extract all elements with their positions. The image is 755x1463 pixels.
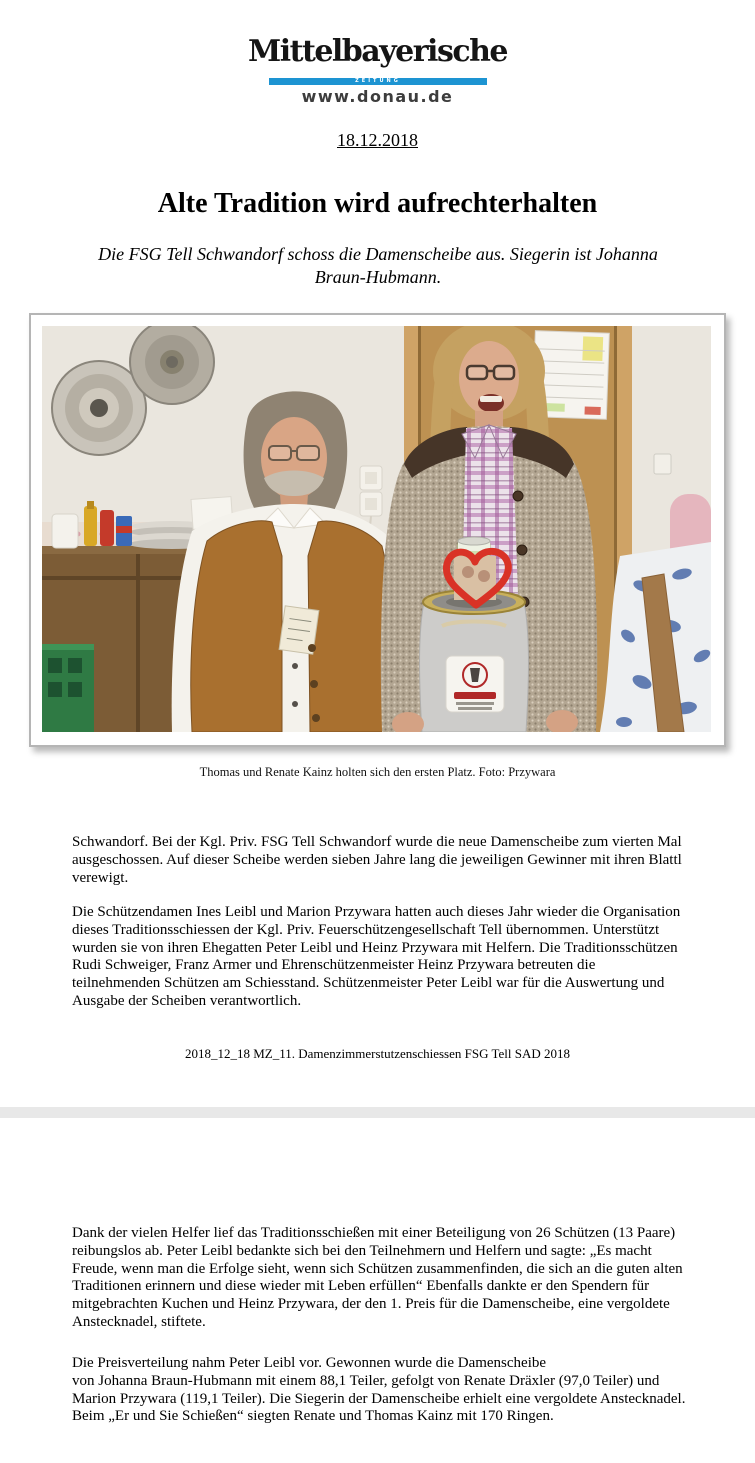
section-divider (0, 1107, 755, 1118)
article-title: Alte Tradition wird aufrechterhalten (157, 188, 598, 219)
paragraph-4-line1: Die Preisverteilung nahm Peter Leibl vor. Gewonnen wurde die Damenscheibe (72, 1355, 547, 1371)
paragraph-1: Schwandorf. Bei der Kgl. Priv. FSG Tell Schwandorf wurde die neue Damenscheibe zum vierten Mal ausgeschossen. Auf dieser Scheibe werden sieben Jahre lang die jeweiligen Gewinner mit ihren Blattl verewigt. (72, 834, 682, 886)
beer-keg (420, 590, 529, 732)
article-photo (29, 313, 726, 747)
paragraph-4 (72, 1355, 686, 1426)
photo-caption: Thomas und Renate Kainz holten sich den ersten Platz. Foto: Przywara (199, 765, 556, 779)
wall-socket (654, 454, 671, 474)
photo-illustration (42, 326, 711, 732)
newspaper-logo: Mittelbayerische (248, 34, 507, 69)
file-reference-line: 2018_12_18 MZ_11. Damenzimmerstutzenschiessen FSG Tell SAD 2018 (184, 1046, 571, 1061)
article-subtitle: Die FSG Tell Schwandorf schoss die Damenscheibe aus. Siegerin ist Johanna Braun-Hubmann. (98, 244, 658, 287)
logo-underline-bar (269, 78, 487, 85)
paragraph-4-rest: von Johanna Braun-Hubmann mit einem 88,1 Teiler, gefolgt von Renate Dräxler (97,0 Teiler) und Marion Przywara (119,1 Teiler). Die Siegerin der Damenscheibe erhielt eine vergoldete Anstecknadel. Beim „Er und Sie Schießen“ siegten Renate und Thomas Kainz mit 170 Ringen. (72, 1372, 686, 1425)
logo-bar-label: ZEITUNG (355, 78, 401, 84)
article-date: 18.12.2018 (337, 130, 418, 150)
website-text: www.donau.de (301, 87, 454, 106)
paragraph-2: Die Schützendamen Ines Leibl und Marion Przywara hatten auch dieses Jahr wieder die Organisation dieses Traditionsschiessen der Kgl. Priv. Feuerschützengesellschaft Tell übernommen. Unterstützt wurden sie von ihren Ehegatten Peter Leibl und Heinz Przywara mit Helfern. Die Traditionsschützen Rudi Schweiger, Franz Armer und Ehrenschützenmeister Heinz Przywara betreuten die teilnehmenden Schützen am Schiesstand. Schützenmeister Peter Leibl war für die Auswertung und Ausgabe der Scheiben verantwortlich. (72, 904, 681, 1009)
paragraph-3: Dank der vielen Helfer lief das Traditionsschießen mit einer Beteiligung von 26 Schützen (13 Paare) reibungslos ab. Peter Leibl bedankte sich bei den Teilnehmern und Helfern und sagte: „Es macht Freude, wenn man die Erfolge sieht, wenn sich Schützen zusammenfinden, die sich an die guten alten Traditionen erinnern und diese wieder mit Leben erfüllen“ Ebenfalls dankte er den Spendern für mitgebrachten Kuchen und Heinz Przywara, der den 1. Preis für die Damenscheibe, eine vergoldete Anstecknadel, stiftete. (72, 1225, 683, 1330)
